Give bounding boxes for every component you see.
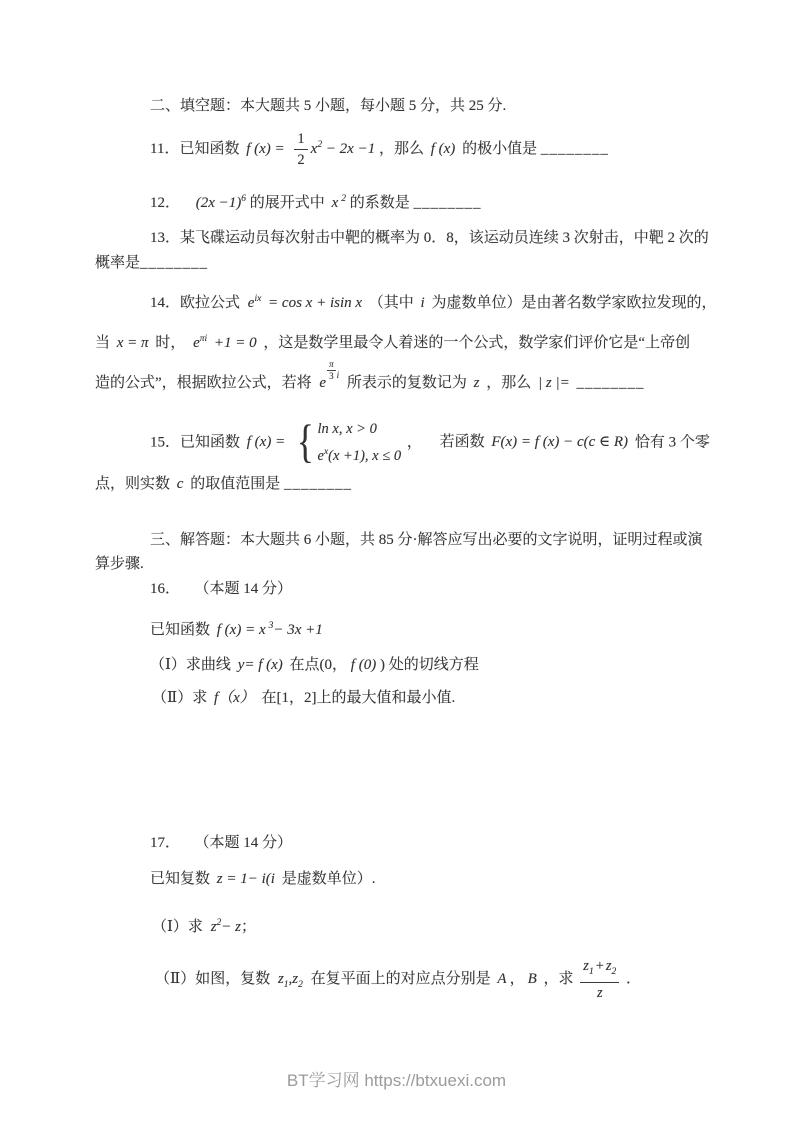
question-14-line1 xyxy=(150,289,716,314)
q11-fx-equals: f (x) = xyxy=(246,140,285,157)
q16-p1-lead: （Ⅰ）求曲线 xyxy=(150,657,231,673)
q17-frac-z1-sub: 1 xyxy=(588,966,594,977)
question-17-heading xyxy=(150,833,292,854)
q14-euler-exponent: ix xyxy=(254,294,262,304)
q14-exponent-fraction xyxy=(327,360,336,381)
q11-x: x xyxy=(310,140,318,157)
question-14-line3 xyxy=(95,360,644,394)
q14-line3-mid: 所表示的复数记为 xyxy=(346,375,467,391)
q17-p1-minus-z: − z xyxy=(221,919,241,935)
q15-piecewise-function xyxy=(294,418,401,468)
q14-x-pi: x = π xyxy=(116,335,149,351)
q14-line2-tail: ，这是数学里最令人着迷的一个公式，数学家们评价它是“上帝创 xyxy=(263,335,691,351)
q17-p2-period: ． xyxy=(626,970,642,987)
question-17-given xyxy=(150,869,375,890)
q16-number: 16． xyxy=(150,581,181,597)
q14-line1-tail: 为虚数单位）是由著名数学家欧拉发现的， xyxy=(431,295,717,311)
question-13-line2 xyxy=(95,253,208,274)
q17-frac-z2: z xyxy=(605,958,612,974)
q14-stem-text: 14．欧拉公式 xyxy=(150,295,241,311)
q11-end-text: 的极小值是 xyxy=(462,140,538,157)
q12-binomial: (2x −1) xyxy=(195,195,242,211)
q11-fx2: f (x) xyxy=(430,140,456,157)
q12-answer-blank: ________ xyxy=(413,195,482,211)
q16-p1-curve: y= f (x) xyxy=(237,657,283,673)
q17-p1-z: z xyxy=(210,919,217,935)
q14-exponent-numerator: π xyxy=(329,359,334,369)
q14-modulus: | z |= xyxy=(538,375,570,391)
q14-line3-lead: 造的公式”，根据欧拉公式，若将 xyxy=(95,375,312,391)
q17-p2-comma: , xyxy=(288,970,293,987)
q11-poly-tail: − 2x −1 xyxy=(325,140,376,157)
q16-p2-lead: （Ⅱ）求 xyxy=(152,690,208,706)
q12-binomial-exponent: 6 xyxy=(241,194,247,204)
q14-when-text: 当 xyxy=(95,335,111,351)
question-14-line2 xyxy=(95,329,690,354)
section-fill-blank-header: 二、填空题：本大题共 5 小题，每小题 5 分，共 25 分. xyxy=(150,98,507,114)
q17-frac-plus: + xyxy=(595,958,604,974)
q17-p2-lead: （Ⅱ）如图，复数 xyxy=(155,970,271,987)
q15-if-text: 若函数 xyxy=(439,434,485,451)
q14-exponent-i: i xyxy=(336,370,340,380)
q11-mid-text: ，那么 xyxy=(378,140,424,157)
q16-given-text: 已知函数 xyxy=(150,622,211,638)
q14-e-pi-i-exponent: πi xyxy=(199,334,208,344)
question-16-heading xyxy=(150,579,292,600)
q16-p1-point: 在点(0， xyxy=(289,657,348,673)
q17-p1-exponent: 2 xyxy=(216,918,222,928)
q15-answer-blank: ________ xyxy=(283,476,352,492)
q15-case2-e: e xyxy=(317,447,324,464)
q16-p2-fx: f（x） xyxy=(213,690,255,706)
question-16-part1 xyxy=(150,655,479,676)
q12-x-exponent: 2 xyxy=(341,194,346,204)
q16-points: （本题 14 分） xyxy=(202,581,293,597)
q14-time-text: 时， xyxy=(155,335,186,351)
q17-frac-z1: z xyxy=(583,958,589,974)
q17-given-text: 已知复数 xyxy=(150,871,211,887)
q14-e-pi-i: e xyxy=(193,335,200,351)
section-answer-header-line2: 算步骤. xyxy=(95,556,144,572)
q16-p1-tail: ) 处的切线方程 xyxy=(379,657,479,673)
q17-p1-lead: （Ⅰ）求 xyxy=(152,919,203,935)
q17-p2-comma2: ， xyxy=(509,970,525,987)
q17-p2-mid: 在复平面上的对应点分别是 xyxy=(310,970,491,987)
q11-x-exponent: 2 xyxy=(317,139,323,150)
q17-frac-z2-sub: 2 xyxy=(611,966,617,977)
q17-points: （本题 14 分） xyxy=(202,835,293,851)
q11-fraction-one-half xyxy=(294,129,307,170)
q17-p2-fraction xyxy=(580,956,619,1003)
q11-fraction-denominator: 2 xyxy=(294,149,307,170)
q16-fx-cubic: f (x) = x xyxy=(216,622,266,638)
q15-case2-rest: (x +1), x ≤ 0 xyxy=(328,447,402,464)
q14-euler-rhs: = cos x + isin x xyxy=(268,295,363,311)
q16-cubic-tail: − 3x +1 xyxy=(273,622,323,638)
q17-p2-z2-sub: 2 xyxy=(298,979,303,990)
q17-number: 17． xyxy=(150,835,181,851)
q11-fraction-numerator: 1 xyxy=(297,131,305,147)
q17-given-tail: 是虚数单位）. xyxy=(281,871,376,887)
q13-answer-blank: ________ xyxy=(140,255,209,271)
q15-line2-lead: 点，则实数 xyxy=(95,476,171,492)
q17-p2-z2: z xyxy=(292,970,299,987)
q17-p1-semicolon: ； xyxy=(241,919,257,935)
q15-F-definition: F(x) = f (x) − c(c ∈ R) xyxy=(491,434,629,451)
q15-case2-exponent: x xyxy=(323,447,329,457)
q17-p2-seek: ，求 xyxy=(543,970,574,987)
q14-paren-text: （其中 xyxy=(368,295,414,311)
q14-e-base: e xyxy=(319,375,327,391)
question-12 xyxy=(150,189,482,214)
q14-exponent-denominator: 3 xyxy=(329,371,334,381)
q11-answer-blank: ________ xyxy=(540,140,609,157)
q16-p2-tail: 在[1，2]上的最大值和最小值. xyxy=(261,690,456,706)
q16-p1-f0: f (0) xyxy=(350,657,377,673)
q17-p2-fraction-numerator xyxy=(580,956,619,982)
q14-identity-tail: +1 = 0 xyxy=(213,335,257,351)
q15-brace: { xyxy=(296,416,314,469)
q17-z-definition: z = 1− i(i xyxy=(216,871,275,887)
q12-end-text: 的系数是 xyxy=(349,195,410,211)
q14-line3-then: ，那么 xyxy=(486,375,532,391)
q15-c-symbol: c xyxy=(176,476,184,492)
question-15-line2 xyxy=(95,474,352,495)
q12-x: x xyxy=(331,195,339,211)
question-11 xyxy=(150,129,609,170)
q14-i-symbol: i xyxy=(420,295,425,311)
q17-p2-A: A xyxy=(497,970,507,987)
q14-answer-blank: ________ xyxy=(576,375,645,391)
q15-comma: ， xyxy=(406,434,422,451)
question-16-function xyxy=(150,616,323,641)
question-17-part2 xyxy=(155,956,641,1003)
q17-p2-B: B xyxy=(527,970,537,987)
q15-fx-equals: f (x) = xyxy=(246,434,286,451)
q17-p2-fraction-denominator: z xyxy=(580,982,619,1003)
q15-case1: ln x, x > 0 xyxy=(317,421,377,437)
section-answer-header-line1: 三、解答题：本大题共 6 小题，共 85 分·解答应写出必要的文字说明，证明过程或演 xyxy=(150,532,703,548)
q11-stem-text: 11．已知函数 xyxy=(150,140,240,157)
q12-number: 12． xyxy=(150,195,181,211)
q12-mid-text: 的展开式中 xyxy=(249,195,325,211)
question-17-part1 xyxy=(152,913,256,938)
footer-watermark: BT学习网 https://btxuexi.com xyxy=(286,1071,507,1090)
q15-line2-text: 的取值范围是 xyxy=(190,476,281,492)
q14-z-symbol: z xyxy=(473,375,480,391)
question-13-line1: 13．某飞碟运动员每次射击中靶的概率为 0．8，该运动员连续 3 次射击，中靶 2 次的 xyxy=(150,230,709,246)
q13-continuation-text: 概率是 xyxy=(95,255,141,271)
q16-cubic-exponent: 3 xyxy=(268,621,274,631)
q15-line1-tail: 恰有 3 个零 xyxy=(634,434,710,451)
q17-p2-z1-sub: 1 xyxy=(283,979,289,990)
q15-stem-text: 15．已知函数 xyxy=(150,434,241,451)
question-16-part2 xyxy=(152,688,455,709)
q14-euler-e: e xyxy=(247,295,255,311)
q17-p2-z1: z xyxy=(277,970,284,987)
question-15 xyxy=(150,418,710,468)
